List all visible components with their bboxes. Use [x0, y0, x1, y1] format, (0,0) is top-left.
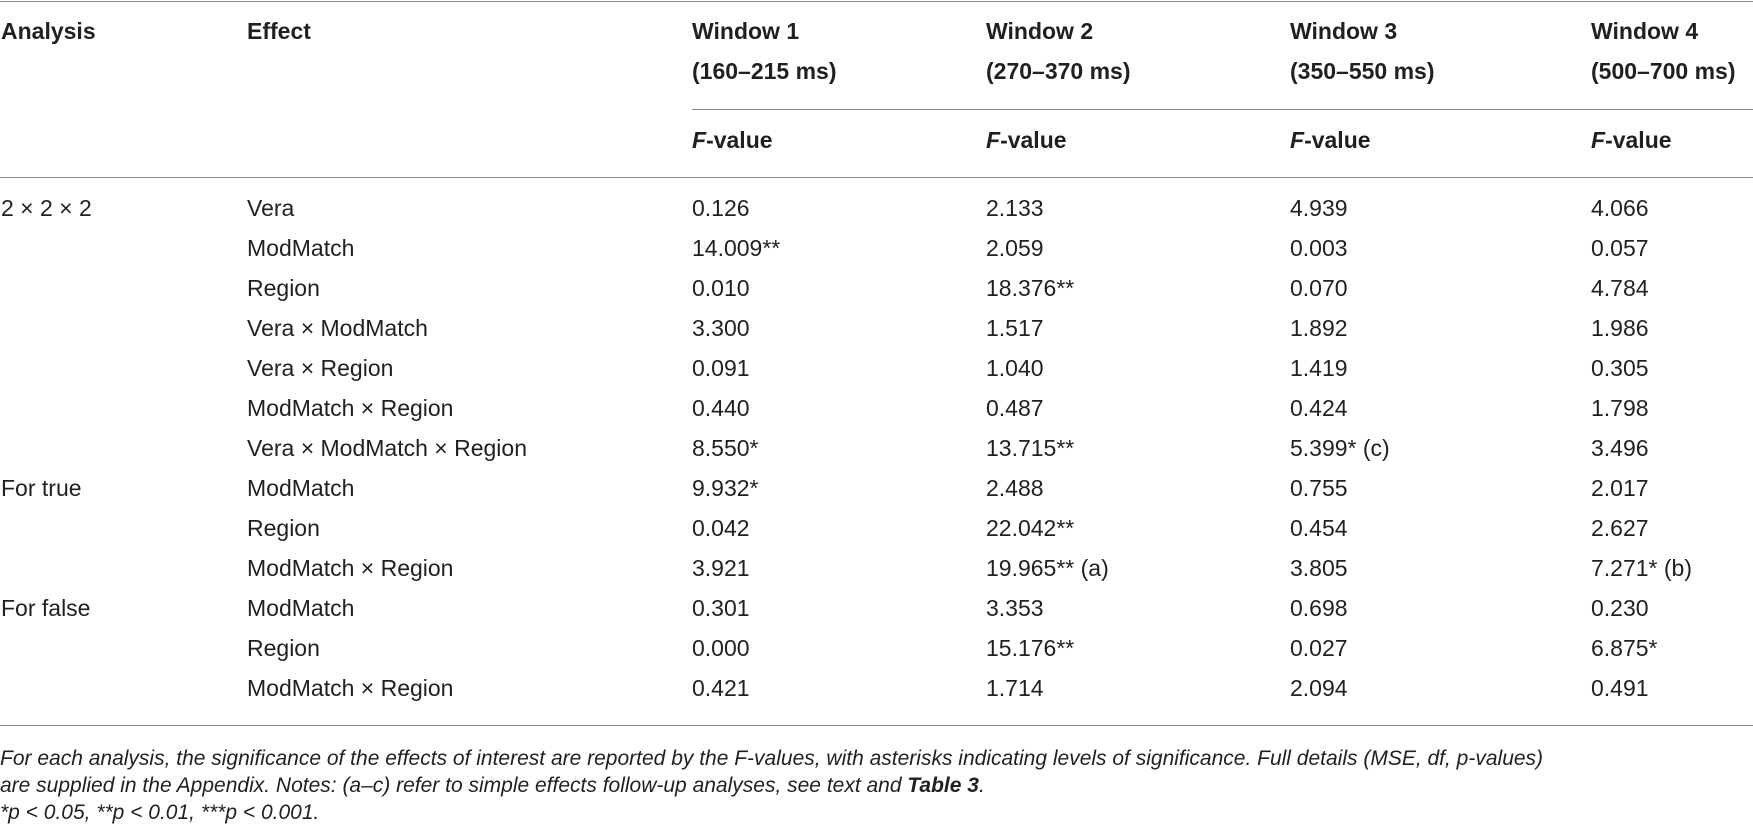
- row-value-window-2: 2.488: [986, 475, 1044, 501]
- header-window-4-title: Window 4: [1591, 18, 1699, 44]
- row-value-window-3: 0.027: [1290, 635, 1348, 661]
- row-value-window-1: 0.042: [692, 515, 750, 541]
- row-value-window-2: 2.133: [986, 195, 1044, 221]
- footnote-significance-legend: *p < 0.05, **p < 0.01, ***p < 0.001.: [0, 801, 320, 824]
- row-value-window-2: 1.517: [986, 315, 1044, 341]
- row-value-window-2: 1.714: [986, 675, 1044, 701]
- header-bottom-rule: [0, 177, 1753, 178]
- row-value-window-2: 0.487: [986, 395, 1044, 421]
- header-window-2-title: Window 2: [986, 18, 1094, 44]
- table-bottom-rule: [0, 725, 1753, 726]
- row-value-window-1: 3.921: [692, 555, 750, 581]
- row-value-window-4: 4.066: [1591, 195, 1649, 221]
- row-value-window-4: 6.875*: [1591, 635, 1658, 661]
- header-window-2-range: (270–370 ms): [986, 58, 1131, 84]
- table-3-reference[interactable]: Table 3: [907, 774, 979, 797]
- row-value-window-3: 1.892: [1290, 315, 1348, 341]
- header-fvalue-1: F-value: [692, 127, 773, 153]
- row-value-window-4: 4.784: [1591, 275, 1649, 301]
- row-value-window-1: 0.000: [692, 635, 750, 661]
- header-window-3-range: (350–550 ms): [1290, 58, 1435, 84]
- row-analysis: For true: [1, 475, 82, 501]
- row-value-window-4: 1.986: [1591, 315, 1649, 341]
- row-value-window-1: 3.300: [692, 315, 750, 341]
- row-effect: Region: [247, 515, 320, 541]
- row-value-window-1: 0.421: [692, 675, 750, 701]
- row-effect: Vera: [247, 195, 295, 221]
- row-effect: Vera × ModMatch: [247, 315, 428, 341]
- row-value-window-1: 0.010: [692, 275, 750, 301]
- header-window-4-range: (500–700 ms): [1591, 58, 1736, 84]
- row-effect: ModMatch: [247, 595, 355, 621]
- row-value-window-1: 0.091: [692, 355, 750, 381]
- table-footnote: [0, 745, 1753, 826]
- table-top-rule: [0, 1, 1753, 2]
- header-sub-rule: [692, 109, 1753, 110]
- header-fvalue-2: F-value: [986, 127, 1067, 153]
- row-value-window-2: 13.715**: [986, 435, 1075, 461]
- footnote-line-1: For each analysis, the significance of the effects of interest are reported by the F-values, with asterisks indicating levels of significance. Full details (MSE, df, p-values): [0, 747, 1544, 770]
- row-value-window-3: 0.003: [1290, 235, 1348, 261]
- row-effect: ModMatch: [247, 235, 355, 261]
- row-value-window-4: 0.491: [1591, 675, 1649, 701]
- row-effect: Vera × Region: [247, 355, 394, 381]
- row-value-window-3: 3.805: [1290, 555, 1348, 581]
- row-analysis: For false: [1, 595, 91, 621]
- row-analysis: 2 × 2 × 2: [1, 195, 92, 221]
- row-value-window-3: 0.424: [1290, 395, 1348, 421]
- row-value-window-1: 0.440: [692, 395, 750, 421]
- row-value-window-3: 2.094: [1290, 675, 1348, 701]
- row-effect: Region: [247, 275, 320, 301]
- row-effect: ModMatch × Region: [247, 395, 454, 421]
- row-value-window-4: 1.798: [1591, 395, 1649, 421]
- row-value-window-3: 0.755: [1290, 475, 1348, 501]
- row-value-window-4: 0.057: [1591, 235, 1649, 261]
- row-value-window-3: 5.399* (c): [1290, 435, 1390, 461]
- row-value-window-3: 0.698: [1290, 595, 1348, 621]
- row-value-window-2: 18.376**: [986, 275, 1075, 301]
- row-value-window-1: 14.009**: [692, 235, 781, 261]
- row-value-window-1: 0.126: [692, 195, 750, 221]
- row-value-window-3: 1.419: [1290, 355, 1348, 381]
- row-value-window-1: 9.932*: [692, 475, 759, 501]
- header-fvalue-4: F-value: [1591, 127, 1672, 153]
- row-effect: ModMatch × Region: [247, 675, 454, 701]
- header-analysis: Analysis: [1, 18, 96, 44]
- row-value-window-1: 0.301: [692, 595, 750, 621]
- row-value-window-2: 2.059: [986, 235, 1044, 261]
- header-window-3-title: Window 3: [1290, 18, 1398, 44]
- row-value-window-4: 7.271* (b): [1591, 555, 1693, 581]
- row-value-window-3: 4.939: [1290, 195, 1348, 221]
- row-value-window-2: 19.965** (a): [986, 555, 1109, 581]
- row-effect: ModMatch × Region: [247, 555, 454, 581]
- row-value-window-2: 1.040: [986, 355, 1044, 381]
- footnote-line-2: are supplied in the Appendix. Notes: (a–c) refer to simple effects follow-up analyses, see text and Table 3.: [0, 774, 985, 797]
- header-effect: Effect: [247, 18, 311, 44]
- row-value-window-2: 15.176**: [986, 635, 1075, 661]
- row-value-window-4: 0.305: [1591, 355, 1649, 381]
- row-effect: Vera × ModMatch × Region: [247, 435, 527, 461]
- row-value-window-4: 2.627: [1591, 515, 1649, 541]
- row-value-window-1: 8.550*: [692, 435, 759, 461]
- header-window-1-range: (160–215 ms): [692, 58, 837, 84]
- row-value-window-2: 22.042**: [986, 515, 1075, 541]
- row-effect: ModMatch: [247, 475, 355, 501]
- header-fvalue-3: F-value: [1290, 127, 1371, 153]
- row-value-window-2: 3.353: [986, 595, 1044, 621]
- row-value-window-4: 2.017: [1591, 475, 1649, 501]
- row-value-window-3: 0.454: [1290, 515, 1348, 541]
- row-value-window-3: 0.070: [1290, 275, 1348, 301]
- header-window-1-title: Window 1: [692, 18, 800, 44]
- row-effect: Region: [247, 635, 320, 661]
- row-value-window-4: 0.230: [1591, 595, 1649, 621]
- row-value-window-4: 3.496: [1591, 435, 1649, 461]
